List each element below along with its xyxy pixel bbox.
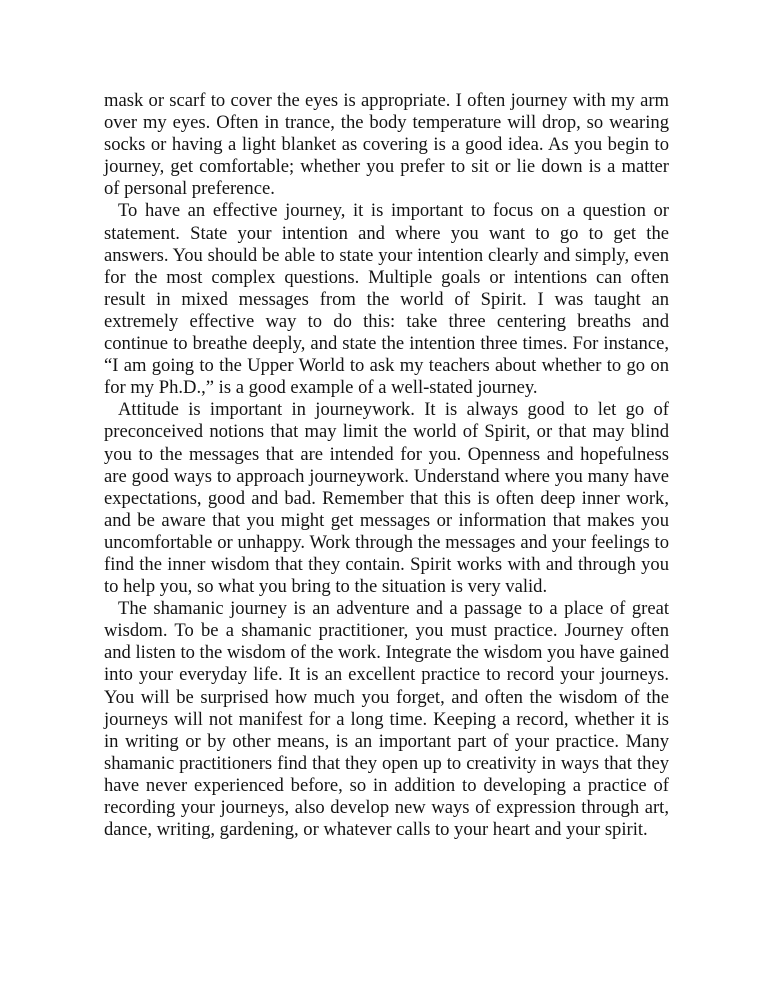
- paragraph-attitude: Attitude is important in journeywork. It is always good to let go of preconceived notions that may limit the world of Spirit, or that may blind you to the messages that are intended for you. Openness and hopefulness are good ways to approach journeywork. Understand where you many have expectations, good and bad. Remember that this is often deep inner work, and be aware that you might get messages or information that makes you uncomfortable or unhappy. Work through the messages and your feelings to find the inner wisdom that they contain. Spirit works with and through you to help you, so what you bring to the situation is very valid.: [104, 399, 669, 598]
- paragraph-practice: The shamanic journey is an adventure and a passage to a place of great wisdom. To be a shamanic practitioner, you must practice. Journey often and listen to the wisdom of the work. Integrate the wisdom you have gained into your everyday life. It is an excellent practice to record your journeys. You will be surprised how much you forget, and often the wisdom of the journeys will not manifest for a long time. Keeping a record, whether it is in writing or by other means, is an important part of your practice. Many shamanic practitioners find that they open up to creativity in ways that they have never experienced before, so in addition to developing a practice of recording your journeys, also develop new ways of expression through art, dance, writing, gardening, or whatever calls to your heart and your spirit.: [104, 598, 669, 841]
- paragraph-intention: To have an effective journey, it is important to focus on a question or statement. State your intention and where you want to go to get the answers. You should be able to state your intention clearly and simply, even for the most complex questions. Multiple goals or intentions can often result in mixed messages from the world of Spirit. I was taught an extremely effective way to do this: take three centering breaths and continue to breathe deeply, and state the intention three times. For instance, “I am going to the Upper World to ask my teachers about whether to go on for my Ph.D.,” is a good example of a well-stated journey.: [104, 200, 669, 399]
- paragraph-continuation: mask or scarf to cover the eyes is appropriate. I often journey with my arm over my eyes. Often in trance, the body temperature will drop, so wearing socks or having a light blanket as covering is a good idea. As you begin to journey, get comfortable; whether you prefer to sit or lie down is a matter of personal preference.: [104, 90, 669, 200]
- page-body: [104, 90, 669, 841]
